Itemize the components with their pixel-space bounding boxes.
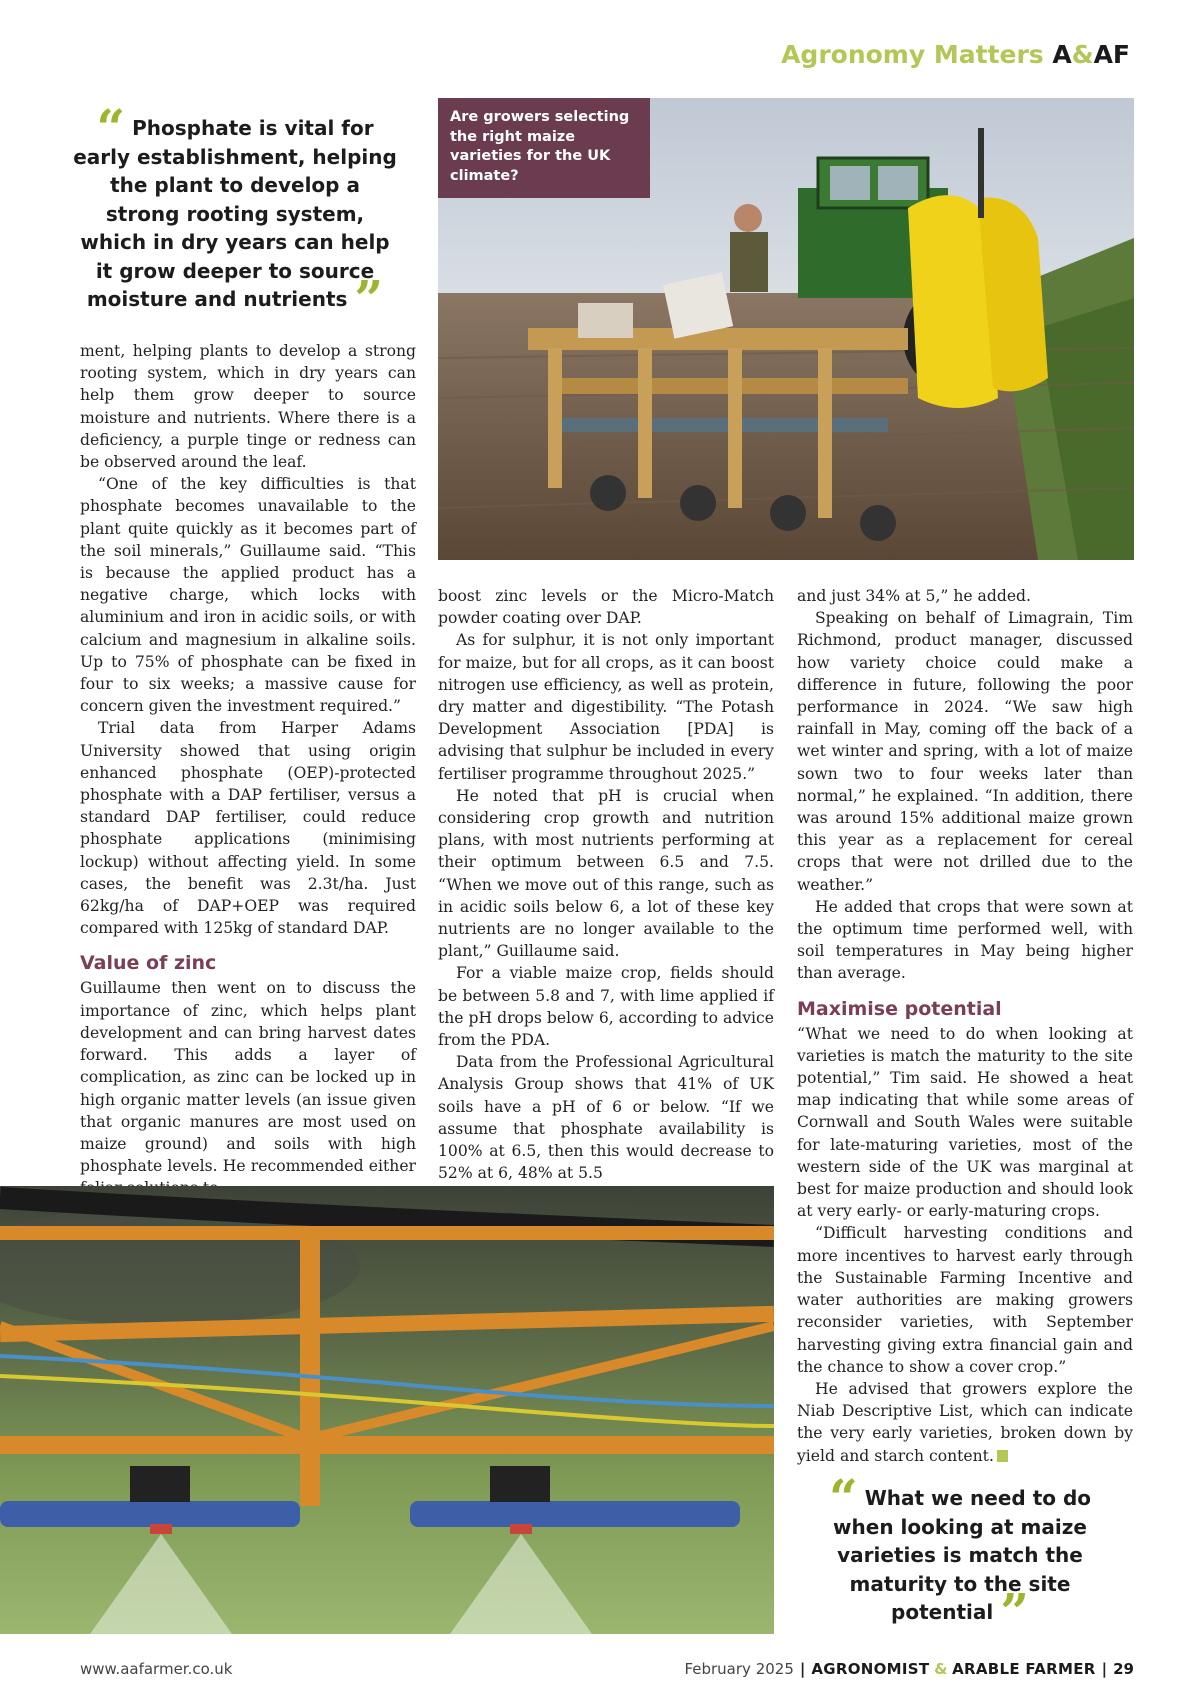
article-column-1: [80, 340, 416, 1200]
footer-pub-name-a: AGRONOMIST: [811, 1660, 930, 1678]
paragraph: He added that crops that were sown at the optimum time performed well, with soil temperatures in May being higher than average.: [797, 897, 1133, 983]
pull-quote-text: What we need to do when looking at maize varieties is match the maturity to the site potential: [833, 1486, 1092, 1624]
paragraph: ment, helping plants to develop a strong rooting system, which in dry years can help them grow deeper to source moisture and nutrients. Where there is a deficiency, a purple tinge or redness can be observed around the leaf.: [80, 342, 416, 472]
paragraph: Guillaume then went on to discuss the importance of zinc, which helps plant development and can bring harvest dates forward. This adds a layer of complication, as zinc can be locked up in high organic matter levels (an issue given that organic manures are most used on maize ground) and soils with high phosphate levels. He recommended either: [80, 979, 416, 1176]
pull-quote-text: Phosphate is vital for early establishment, helping the plant to develop a strong rooting system, which in dry years can help it grow deeper to source moisture and nutrients: [73, 116, 397, 311]
pull-quote-maize-varieties: [810, 1468, 1110, 1641]
subhead-maximise-potential: Maximise potential: [797, 997, 1002, 1020]
footer-date: February 2025: [684, 1660, 794, 1678]
footer-url: www.aafarmer.co.uk: [80, 1660, 233, 1678]
paragraph: Speaking on behalf of Limagrain, Tim Richmond, product manager, discussed how variety choice could make a difference in future, following the poor performance in 2024. “We saw high rainfall in May, coming off the back of a wet winter and spring, with a lot of maize sown two to four weeks later than normal,” he explained. “In addition, there was around 15% additional maize grown this year as a replacement for cereal crops that were not drilled due to the weather.”: [797, 609, 1133, 894]
open-quote-icon: “: [828, 1468, 858, 1527]
photo-caption: Are growers selecting the right maize varieties for the UK climate?: [438, 98, 650, 198]
paragraph-final: He advised that growers explore the Niab Descriptive List, which can indicate the very early varieties, broken down by yield and starch content.: [797, 1379, 1133, 1465]
article-column-2: [438, 585, 774, 1184]
paragraph: He noted that pH is crucial when considering crop growth and nutrition plans, with most nutrients performing at their optimum between 6.5 and 7.5. “When we move out of this range, such as in acidic soils below 6, a lot of these key nutrients are no longer available to the plant,” Guillaume said.: [438, 786, 774, 961]
paragraph: “Difficult harvesting conditions and more incentives to harvest early through the Sustainable Farming Incentive and water authorities are making growers reconsider varieties, with September harvesting giving extra financial gain and the chance to show a cover crop.”: [797, 1224, 1133, 1376]
end-mark-icon: [997, 1450, 1008, 1462]
close-quote-icon: ”: [354, 269, 384, 328]
footer-pub-name-b: ARABLE FARMER: [952, 1660, 1096, 1678]
paragraph: As for sulphur, it is not only important for maize, but for all crops, as it can boost nitrogen use efficiency, as well as protein, dry matter and digestibility. “The Potash Development Association [PDA] is advising that sulphur be included in every fertiliser programme throughout 2025.”: [438, 631, 774, 783]
paragraph: and just 34% at 5,” he added.: [797, 587, 1031, 605]
sprayer-boom-photo: [0, 1186, 774, 1634]
section-header: [781, 40, 1130, 69]
paragraph: Data from the Professional Agricultural Analysis Group shows that 41% of UK soils have a pH of 6 or below. “If we assume that phosphate availability is 100% at 6.5, then this would decrease to 52% at 6, 48% at 5.5: [438, 1053, 774, 1183]
brand-logo: A&AF: [1052, 40, 1130, 69]
paragraph: Trial data from Harper Adams University showed that using origin enhanced phosphate (OEP)-protected phosphate with a DAP fertiliser, versus a standard DAP fertiliser, could reduce phosphate applications (minimising lockup) without affecting yield. In some cases, the benefit was 2.3t/ha. Just 62kg/ha of DAP+OEP was required compared with 125kg of standard DAP.: [80, 719, 416, 938]
paragraph: boost zinc levels or the Micro-Match powder coating over DAP.: [438, 587, 774, 628]
footer-publication: February 2025 | AGRONOMIST & ARABLE FARMER | 29: [684, 1660, 1134, 1678]
article-column-3: [797, 585, 1133, 1467]
close-quote-icon: ”: [1000, 1582, 1029, 1641]
open-quote-icon: “: [96, 98, 126, 157]
paragraph: For a viable maize crop, fields should be between 5.8 and 7, with lime applied if the pH drops below 6, according to advice from the PDA.: [438, 964, 774, 1050]
subhead-value-of-zinc: Value of zinc: [80, 952, 217, 975]
paragraph: “What we need to do when looking at varieties is match the maturity to the site potential,” Tim said. He showed a heat map indicating that while some areas of Cornwall and South Wales were suitable for late-maturing varieties, most of the western side of the UK was marginal at best for maize production and should look at very early- or early-maturing crops.: [797, 1024, 1133, 1221]
paragraph: “One of the key difficulties is that phosphate becomes unavailable to the plant quite quickly as it becomes part of the soil minerals,” Guillaume said. “This is because the applied product has a negative charge, which locks with aluminium and iron in acidic soils, or with calcium and magnesium in alkaline soils. Up to 75% of phosphate can be fixed in four to six weeks; a massive cause for concern given the investment required.”: [80, 475, 416, 716]
section-title: Agronomy Matters: [781, 40, 1044, 69]
page-number: 29: [1113, 1660, 1134, 1678]
pull-quote-phosphate: [70, 98, 400, 328]
